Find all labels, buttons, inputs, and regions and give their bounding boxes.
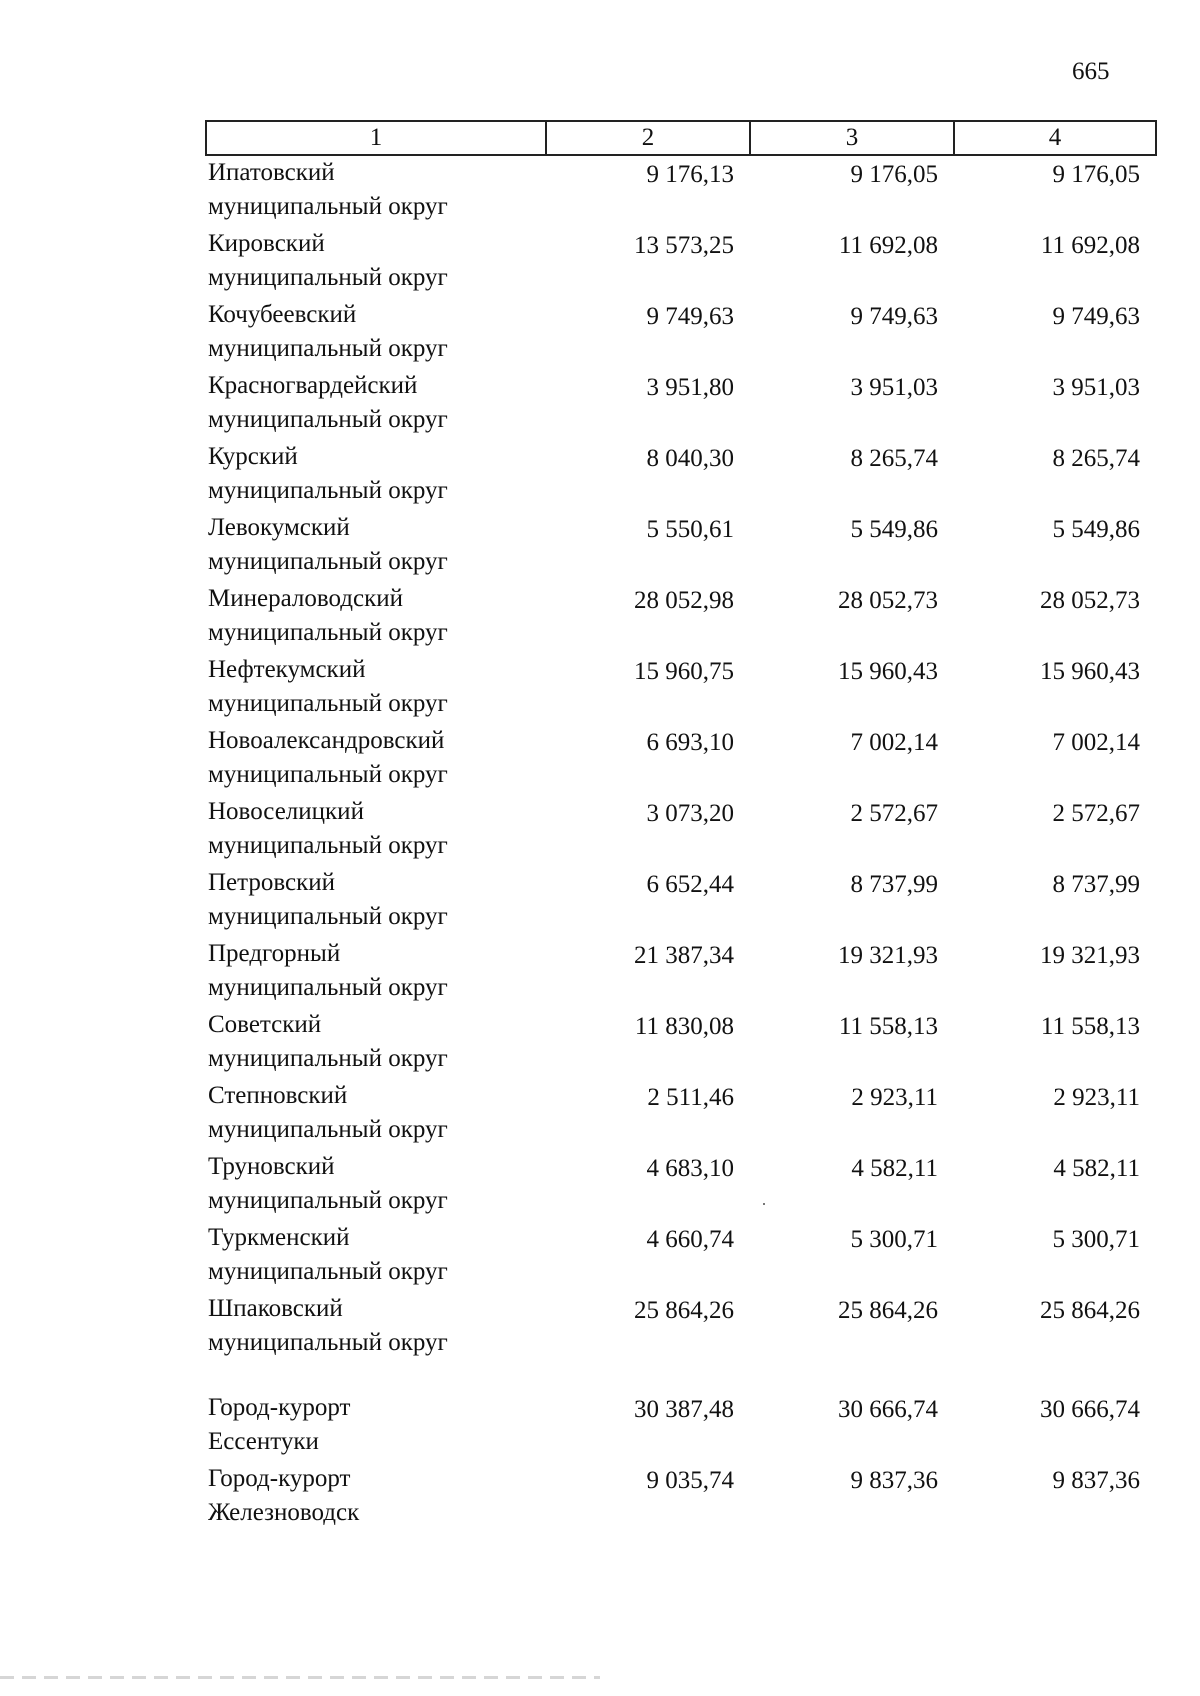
table-row bbox=[206, 298, 1156, 369]
value-cell-col-2: 11 830,08 bbox=[634, 1013, 734, 1040]
value-cell-col-4: 7 002,14 bbox=[1052, 729, 1140, 756]
municipality-name-cell bbox=[206, 298, 546, 369]
municipality-name-line: Красногвардейский bbox=[208, 372, 418, 399]
municipality-name-line: муниципальный округ bbox=[208, 1329, 448, 1356]
municipality-name-line: муниципальный округ bbox=[208, 903, 448, 930]
value-cell-col-4: 8 737,99 bbox=[1052, 871, 1140, 898]
value-cell-col-3: 19 321,93 bbox=[838, 942, 938, 969]
municipality-name-line: Железноводск bbox=[208, 1499, 360, 1526]
municipality-name-cell bbox=[206, 1008, 546, 1079]
table-row bbox=[206, 511, 1156, 582]
municipality-name-line: муниципальный округ bbox=[208, 406, 448, 433]
municipality-name-line: Кочубеевский bbox=[208, 301, 357, 328]
value-cell-col-3: 5 549,86 bbox=[850, 516, 938, 543]
value-cell-col-3: 8 737,99 bbox=[850, 871, 938, 898]
municipality-name-cell bbox=[206, 227, 546, 298]
municipality-name-line: Курский bbox=[208, 443, 298, 470]
value-cell-col-3: 3 951,03 bbox=[850, 374, 938, 401]
value-cell-col-2: 2 511,46 bbox=[647, 1084, 734, 1111]
value-cell-col-4: 28 052,73 bbox=[1040, 587, 1140, 614]
value-cell-col-4: 15 960,43 bbox=[1040, 658, 1140, 685]
municipality-name-cell bbox=[206, 795, 546, 866]
value-cell-col-4: 11 558,13 bbox=[1040, 1013, 1140, 1040]
value-cell-col-3: 15 960,43 bbox=[838, 658, 938, 685]
value-cell-col-3: 11 558,13 bbox=[838, 1013, 938, 1040]
table-row bbox=[206, 1292, 1156, 1363]
municipality-name-line: муниципальный округ bbox=[208, 1116, 448, 1143]
value-cell-col-2: 13 573,25 bbox=[634, 232, 734, 259]
municipality-name-line: Шпаковский bbox=[208, 1295, 343, 1322]
municipality-name-cell bbox=[206, 653, 546, 724]
data-table-container bbox=[205, 120, 1155, 1533]
municipality-name-line: муниципальный округ bbox=[208, 193, 448, 220]
table-body bbox=[206, 155, 1156, 1533]
municipality-name-cell bbox=[206, 155, 546, 227]
municipality-name-cell bbox=[206, 440, 546, 511]
municipality-name-line: муниципальный округ bbox=[208, 1258, 448, 1285]
municipality-name-line: Кировский bbox=[208, 230, 325, 257]
table-row bbox=[206, 1079, 1156, 1150]
value-cell-col-4: 9 749,63 bbox=[1052, 303, 1140, 330]
municipality-name-line: Труновский bbox=[208, 1153, 335, 1180]
value-cell-col-3: 25 864,26 bbox=[838, 1297, 938, 1324]
column-header-2: 2 bbox=[546, 121, 750, 155]
value-cell-col-2: 9 749,63 bbox=[646, 303, 734, 330]
municipality-name-line: муниципальный округ bbox=[208, 1187, 448, 1214]
municipality-name-line: муниципальный округ bbox=[208, 619, 448, 646]
value-cell-col-4: 25 864,26 bbox=[1040, 1297, 1140, 1324]
municipality-name-cell bbox=[206, 1292, 546, 1363]
value-cell-col-2: 4 683,10 bbox=[646, 1155, 734, 1182]
value-cell-col-4: 5 549,86 bbox=[1052, 516, 1140, 543]
municipality-name-cell bbox=[206, 866, 546, 937]
municipality-name-line: Нефтекумский bbox=[208, 656, 366, 683]
value-cell-col-3: 28 052,73 bbox=[838, 587, 938, 614]
municipality-name-cell bbox=[206, 511, 546, 582]
column-header-4: 4 bbox=[954, 121, 1156, 155]
table-row bbox=[206, 724, 1156, 795]
value-cell-col-4: 9 837,36 bbox=[1052, 1467, 1140, 1494]
value-cell-col-3: 11 692,08 bbox=[838, 232, 938, 259]
municipality-name-line: Город-курорт bbox=[208, 1394, 351, 1421]
municipality-name-line: Новоалександровский bbox=[208, 727, 445, 754]
municipality-name-line: Минераловодский bbox=[208, 585, 404, 612]
value-cell-col-2: 25 864,26 bbox=[634, 1297, 734, 1324]
value-cell-col-2: 8 040,30 bbox=[646, 445, 734, 472]
data-table bbox=[205, 120, 1157, 1533]
municipality-name-line: Туркменский bbox=[208, 1224, 350, 1251]
municipality-name-line: муниципальный округ bbox=[208, 335, 448, 362]
spacer-cell bbox=[206, 1363, 546, 1391]
municipality-name-line: Город-курорт bbox=[208, 1465, 351, 1492]
table-row bbox=[206, 1462, 1156, 1533]
table-header bbox=[206, 121, 1156, 155]
table-row bbox=[206, 369, 1156, 440]
municipality-name-line: муниципальный округ bbox=[208, 477, 448, 504]
value-cell-col-3: 5 300,71 bbox=[850, 1226, 938, 1253]
value-cell-col-4: 2 923,11 bbox=[1053, 1084, 1140, 1111]
municipality-name-line: муниципальный округ bbox=[208, 761, 448, 788]
municipality-name-line: Степновский bbox=[208, 1082, 348, 1109]
value-cell-col-2: 3 073,20 bbox=[646, 800, 734, 827]
value-cell-col-4: 5 300,71 bbox=[1052, 1226, 1140, 1253]
column-header-1: 1 bbox=[206, 121, 546, 155]
value-cell-col-3: 2 923,11 bbox=[851, 1084, 938, 1111]
value-cell-col-4: 19 321,93 bbox=[1040, 942, 1140, 969]
value-cell-col-2: 9 035,74 bbox=[646, 1467, 734, 1494]
value-cell-col-3: 9 749,63 bbox=[850, 303, 938, 330]
municipality-name-line: Петровский bbox=[208, 869, 336, 896]
table-row bbox=[206, 1221, 1156, 1292]
municipality-name-line: Новоселицкий bbox=[208, 798, 364, 825]
municipality-name-line: Ипатовский bbox=[208, 159, 335, 186]
value-cell-col-3: 2 572,67 bbox=[850, 800, 938, 827]
municipality-name-cell bbox=[206, 1221, 546, 1292]
value-cell-col-4: 2 572,67 bbox=[1052, 800, 1140, 827]
table-row bbox=[206, 653, 1156, 724]
table-row bbox=[206, 155, 1156, 227]
table-row bbox=[206, 227, 1156, 298]
municipality-name-line: муниципальный округ bbox=[208, 264, 448, 291]
spacer-cell bbox=[750, 1363, 954, 1391]
table-spacer-row bbox=[206, 1363, 1156, 1391]
table-row bbox=[206, 440, 1156, 511]
value-cell-col-4: 30 666,74 bbox=[1040, 1396, 1140, 1423]
scan-artifact-line bbox=[0, 1676, 600, 1679]
value-cell-col-3: 9 176,05 bbox=[850, 161, 938, 188]
spacer-cell bbox=[546, 1363, 750, 1391]
value-cell-col-3: 30 666,74 bbox=[838, 1396, 938, 1423]
value-cell-col-3: 7 002,14 bbox=[850, 729, 938, 756]
scan-speck bbox=[763, 1203, 765, 1205]
value-cell-col-4: 3 951,03 bbox=[1052, 374, 1140, 401]
table-row bbox=[206, 1150, 1156, 1221]
table-row bbox=[206, 937, 1156, 1008]
value-cell-col-2: 15 960,75 bbox=[634, 658, 734, 685]
value-cell-col-4: 11 692,08 bbox=[1040, 232, 1140, 259]
table-row bbox=[206, 1391, 1156, 1462]
municipality-name-line: Левокумский bbox=[208, 514, 350, 541]
municipality-name-cell bbox=[206, 937, 546, 1008]
value-cell-col-3: 9 837,36 bbox=[850, 1467, 938, 1494]
value-cell-col-4: 4 582,11 bbox=[1053, 1155, 1140, 1182]
municipality-name-line: Предгорный bbox=[208, 940, 341, 967]
municipality-name-cell bbox=[206, 1079, 546, 1150]
table-row bbox=[206, 866, 1156, 937]
value-cell-col-2: 30 387,48 bbox=[634, 1396, 734, 1423]
value-cell-col-4: 8 265,74 bbox=[1052, 445, 1140, 472]
municipality-name-line: муниципальный округ bbox=[208, 548, 448, 575]
municipality-name-cell bbox=[206, 1150, 546, 1221]
spacer-cell bbox=[954, 1363, 1156, 1391]
value-cell-col-3: 8 265,74 bbox=[850, 445, 938, 472]
municipality-name-cell bbox=[206, 1462, 546, 1533]
municipality-name-line: муниципальный округ bbox=[208, 1045, 448, 1072]
municipality-name-cell bbox=[206, 1391, 546, 1462]
value-cell-col-4: 9 176,05 bbox=[1052, 161, 1140, 188]
municipality-name-cell bbox=[206, 582, 546, 653]
value-cell-col-2: 21 387,34 bbox=[634, 942, 734, 969]
municipality-name-line: муниципальный округ bbox=[208, 832, 448, 859]
column-header-3: 3 bbox=[750, 121, 954, 155]
table-row bbox=[206, 582, 1156, 653]
municipality-name-line: Советский bbox=[208, 1011, 322, 1038]
value-cell-col-2: 9 176,13 bbox=[646, 161, 734, 188]
municipality-name-cell bbox=[206, 724, 546, 795]
municipality-name-line: муниципальный округ bbox=[208, 974, 448, 1001]
value-cell-col-2: 5 550,61 bbox=[646, 516, 734, 543]
municipality-name-line: Ессентуки bbox=[208, 1428, 319, 1455]
value-cell-col-2: 6 693,10 bbox=[646, 729, 734, 756]
municipality-name-line: муниципальный округ bbox=[208, 690, 448, 717]
table-row bbox=[206, 795, 1156, 866]
table-row bbox=[206, 1008, 1156, 1079]
municipality-name-cell bbox=[206, 369, 546, 440]
value-cell-col-2: 28 052,98 bbox=[634, 587, 734, 614]
value-cell-col-2: 4 660,74 bbox=[646, 1226, 734, 1253]
page-number: 665 bbox=[1072, 58, 1110, 85]
table-header-row bbox=[206, 121, 1156, 155]
value-cell-col-3: 4 582,11 bbox=[851, 1155, 938, 1182]
value-cell-col-2: 6 652,44 bbox=[646, 871, 734, 898]
value-cell-col-2: 3 951,80 bbox=[646, 374, 734, 401]
